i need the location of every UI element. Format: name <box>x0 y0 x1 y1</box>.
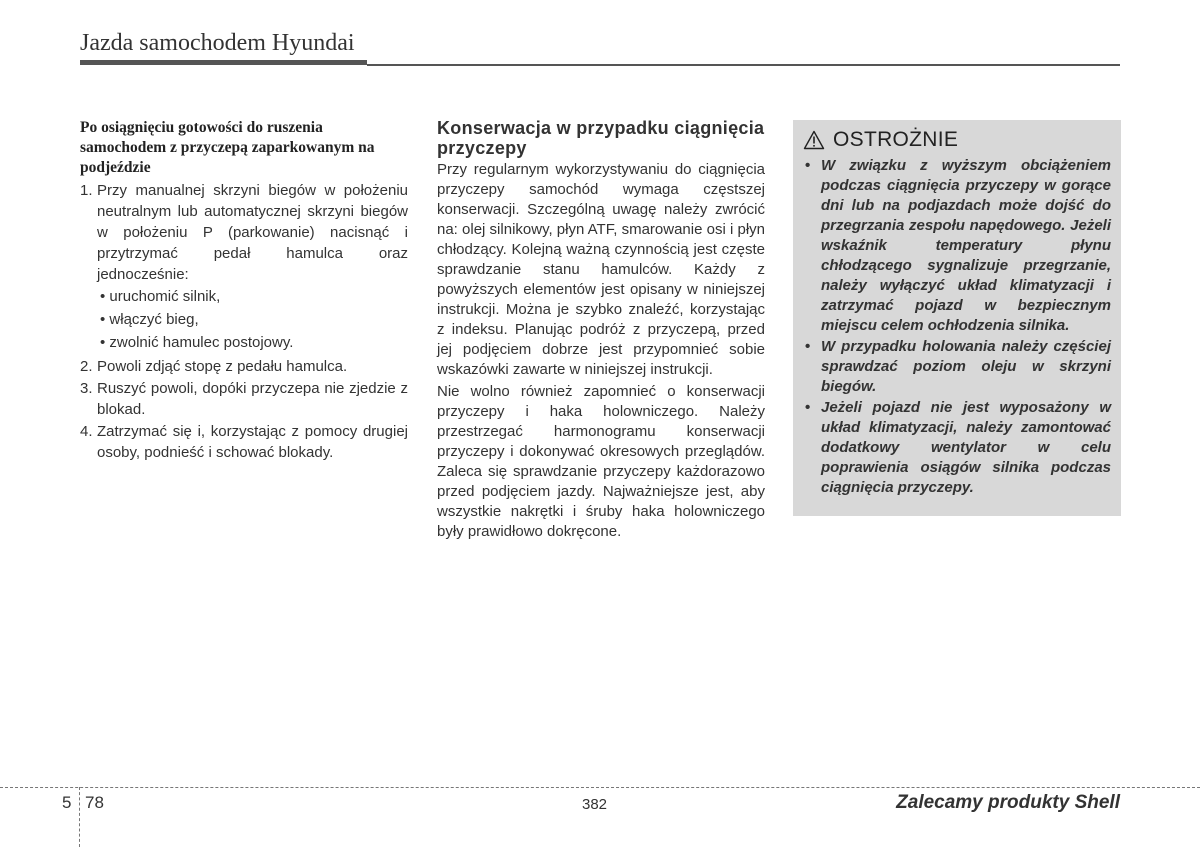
section-title: Konserwacja w przypadku ciągnięcia przyczepy <box>437 118 765 158</box>
step-text: Przy manualnej skrzyni biegów w położeniu neutralnym lub automatycznej skrzyni biegów w położeniu P (parkowanie) nacisnąć i przytrzymać pedał hamulca oraz jednocześnie: <box>97 182 408 283</box>
bullet-mark: • <box>805 157 811 174</box>
step-number: 3. <box>80 380 93 397</box>
caution-title: OSTROŻNIE <box>833 128 959 151</box>
step-text: Zatrzymać się i, korzystając z pomocy drugiej osoby, podnieść i schować blokady. <box>97 423 408 461</box>
step-text: Powoli zdjąć stopę z pedału hamulca. <box>97 358 348 375</box>
step-item <box>80 378 408 420</box>
step-number: 4. <box>80 423 93 440</box>
page-header-title: Jazda samochodem Hyundai <box>80 30 355 56</box>
document-page-number: 382 <box>582 796 608 813</box>
sub-bullet-list <box>97 286 408 354</box>
steps-list <box>80 180 408 463</box>
step-item <box>80 421 408 463</box>
caution-box <box>793 120 1121 516</box>
caution-item <box>803 337 1111 397</box>
sub-bullet-item: • uruchomić silnik, <box>100 288 221 305</box>
step-item <box>80 180 408 354</box>
body-paragraph: Nie wolno również zapomnieć o konserwacji przyczepy i haka holowniczego. Należy przestrzegać harmonogramu konserwacji przyczepy i dokonywać okresowych przeglądów. Zaleca się sprawdzanie przyczepy każdorazowo przed podjęciem jazdy. Najważniejsze jest, aby wszystkie nakrętki i śruby haka holowniczego były prawidłowo dokręcone. <box>437 383 765 540</box>
page-number: 78 <box>85 793 104 812</box>
step-text: Ruszyć powoli, dopóki przyczepa nie zjedzie z blokad. <box>97 380 408 418</box>
footer-slogan: Zalecamy produkty Shell <box>896 792 1120 813</box>
chapter-number: 5 <box>62 793 72 812</box>
step-number: 2. <box>80 358 93 375</box>
caution-item <box>803 398 1111 498</box>
caution-text: Jeżeli pojazd nie jest wyposażony w układ klimatyzacji, należy zamontować dodatkowy wentylator w celu poprawienia osiągów silnika podczas ciągnięcia przyczepy. <box>821 399 1111 496</box>
warning-triangle-icon <box>803 130 825 150</box>
sub-bullet-item: • zwolnić hamulec postojowy. <box>100 334 294 351</box>
header-rule-thick <box>80 60 367 65</box>
caution-item <box>803 156 1111 336</box>
step-number: 1. <box>80 182 93 199</box>
footer-vertical-dashed-rule <box>79 787 80 847</box>
bullet-mark: • <box>805 338 811 355</box>
caution-text: W związku z wyższym obciążeniem podczas ciągnięcia przyczepy w gorące dni lub na podjazdach może dojść do przegrzania zespołu napędowego. Jeżeli wskaźnik temperatury płynu chłodzącego sygnalizuje przegrzanie, należy wyłączyć układ klimatyzacji i zatrzymać pojazd w bezpiecznym miejscu celem ochłodzenia silnika. <box>821 157 1111 334</box>
caution-text: W przypadku holowania należy częściej sprawdzać poziom oleju w skrzyni biegów. <box>821 338 1111 395</box>
caution-list <box>803 156 1111 498</box>
left-column <box>80 118 408 464</box>
caution-header <box>803 128 1111 152</box>
step-item <box>80 356 408 377</box>
body-paragraph: Przy regularnym wykorzystywaniu do ciągnięcia przyczepy samochód wymaga częstszej konserwacji. Szczególną uwagę należy zwrócić na: olej silnikowy, płyn ATF, smarowanie osi i płyn chłodzący. Kolejną ważną czynnością jest częste sprawdzanie stanu hamulców. Każdy z powyższych elementów jest opisany w niniejszej instrukcji. Można je szybko znaleźć, korzystając z indeksu. Planując podróż z przyczepą, przed jej podjęciem dobrze jest przypomnieć sobie wskazówki zawarte w niniejszej instrukcji. <box>437 161 765 378</box>
header-rule-thin <box>367 64 1120 66</box>
left-heading: Po osiągnięciu gotowości do ruszenia samochodem z przyczepą zaparkowanym na podjeździe <box>80 119 375 176</box>
footer-dashed-rule <box>0 787 1200 788</box>
bullet-mark: • <box>805 399 811 416</box>
sub-bullet-item: • włączyć bieg, <box>100 311 199 328</box>
middle-column <box>437 118 765 544</box>
